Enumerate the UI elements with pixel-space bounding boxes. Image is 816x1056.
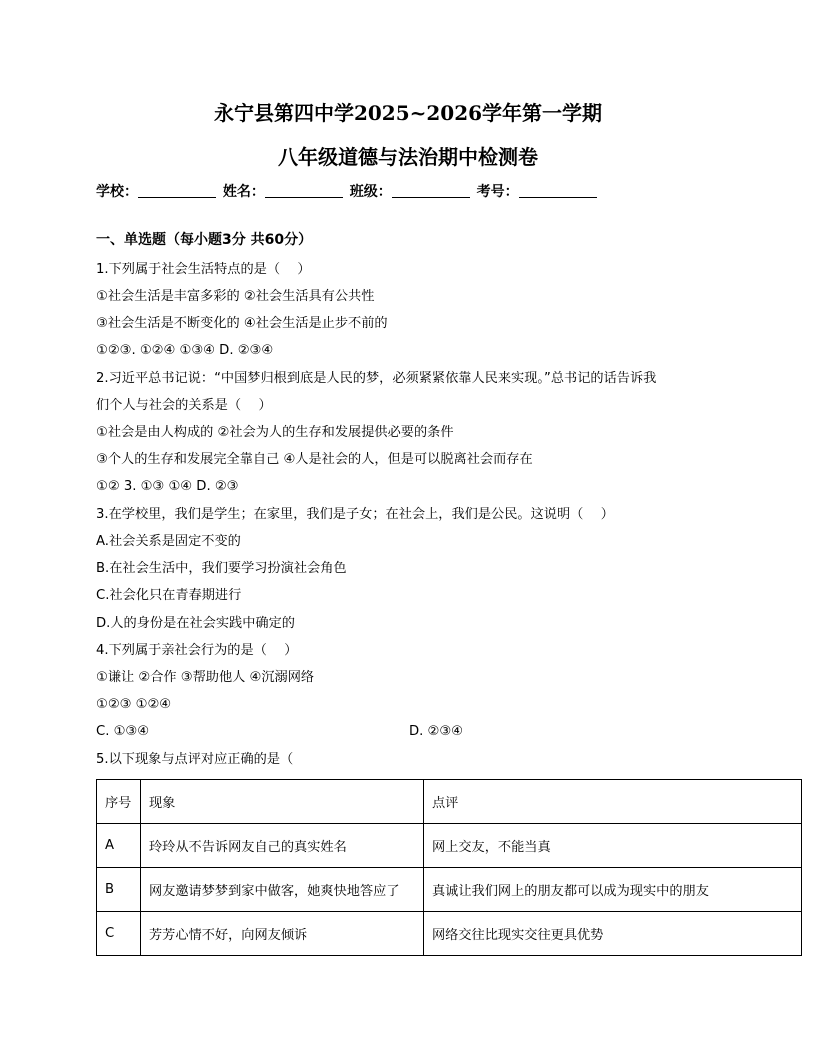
question-5-table <box>96 779 802 956</box>
table-cell: 网友邀请梦梦到家中做客，她爽快地答应了 <box>141 868 424 912</box>
question-2-statements-a: ①社会是由人构成的 ②社会为人的生存和发展提供必要的条件 <box>96 425 454 440</box>
section-title: 一、单选题（每小题3分 共60分） <box>96 232 313 248</box>
name-blank[interactable] <box>265 183 343 198</box>
question-3-option-c: C.社会化只在青春期进行 <box>96 588 242 603</box>
question-1-statements-a: ①社会生活是丰富多彩的 ②社会生活具有公共性 <box>96 289 375 304</box>
table-cell: C <box>97 912 141 956</box>
table-row <box>97 824 802 868</box>
table-cell: B <box>97 868 141 912</box>
name-label: 姓名： <box>222 184 265 200</box>
question-3-option-d: D.人的身份是在社会实践中确定的 <box>96 616 295 631</box>
class-label: 班级： <box>349 184 392 200</box>
exam-number-blank[interactable] <box>519 183 597 198</box>
exam-title-school: 永宁县第四中学2025~2026学年第一学期 <box>213 101 603 125</box>
question-3-option-a: A.社会关系是固定不变的 <box>96 534 241 549</box>
question-1-statements-b: ③社会生活是不断变化的 ④社会生活是止步不前的 <box>96 316 388 331</box>
table-header-cell: 点评 <box>424 780 802 824</box>
question-1-options: ①②③. ①②④ ①③④ D. ②③④ <box>96 343 274 358</box>
table-cell: 网络交往比现实交往更具优势 <box>424 912 802 956</box>
class-blank[interactable] <box>392 183 470 198</box>
exam-title-subject: 八年级道德与法治期中检测卷 <box>278 145 538 169</box>
question-3-stem: 3.在学校里，我们是学生；在家里，我们是子女；在社会上，我们是公民。这说明（ ） <box>96 507 614 522</box>
table-row <box>97 912 802 956</box>
table-header-cell: 现象 <box>141 780 424 824</box>
table-header-cell: 序号 <box>97 780 141 824</box>
question-4-option-d: D. ②③④ <box>409 724 464 739</box>
question-2-stem-cont: 们个人与社会的关系是（ ） <box>96 398 272 413</box>
question-4-options-ab: ①②③ ①②④ <box>96 697 172 712</box>
question-4-option-c: C. ①③④ <box>96 724 150 739</box>
table-row <box>97 868 802 912</box>
question-4-statements: ①谦让 ②合作 ③帮助他人 ④沉溺网络 <box>96 670 315 685</box>
table-cell: 玲玲从不告诉网友自己的真实姓名 <box>141 824 424 868</box>
question-2-stem: 2.习近平总书记说：“中国梦归根到底是人民的梦，必须紧紧依靠人民来实现。”总书记的话告诉我 <box>96 371 657 386</box>
table-cell: 芳芳心情不好，向网友倾诉 <box>141 912 424 956</box>
table-cell: A <box>97 824 141 868</box>
table-header-row <box>97 780 802 824</box>
question-1-stem: 1.下列属于社会生活特点的是（ ） <box>96 262 311 277</box>
school-label: 学校： <box>96 184 138 200</box>
question-2-options: ①② 3. ①③ ①④ D. ②③ <box>96 479 239 494</box>
question-5-stem: 5.以下现象与点评对应正确的是（ <box>96 752 294 767</box>
question-3-option-b: B.在社会生活中，我们要学习扮演社会角色 <box>96 561 347 576</box>
question-2-statements-b: ③个人的生存和发展完全靠自己 ④人是社会的人，但是可以脱离社会而存在 <box>96 452 533 467</box>
table-cell: 真诚让我们网上的朋友都可以成为现实中的朋友 <box>424 868 802 912</box>
question-4-stem: 4.下列属于亲社会行为的是（ ） <box>96 643 298 658</box>
student-info-row <box>96 181 599 201</box>
school-blank[interactable] <box>138 183 216 198</box>
table-cell: 网上交友，不能当真 <box>424 824 802 868</box>
exam-number-label: 考号： <box>476 184 519 200</box>
